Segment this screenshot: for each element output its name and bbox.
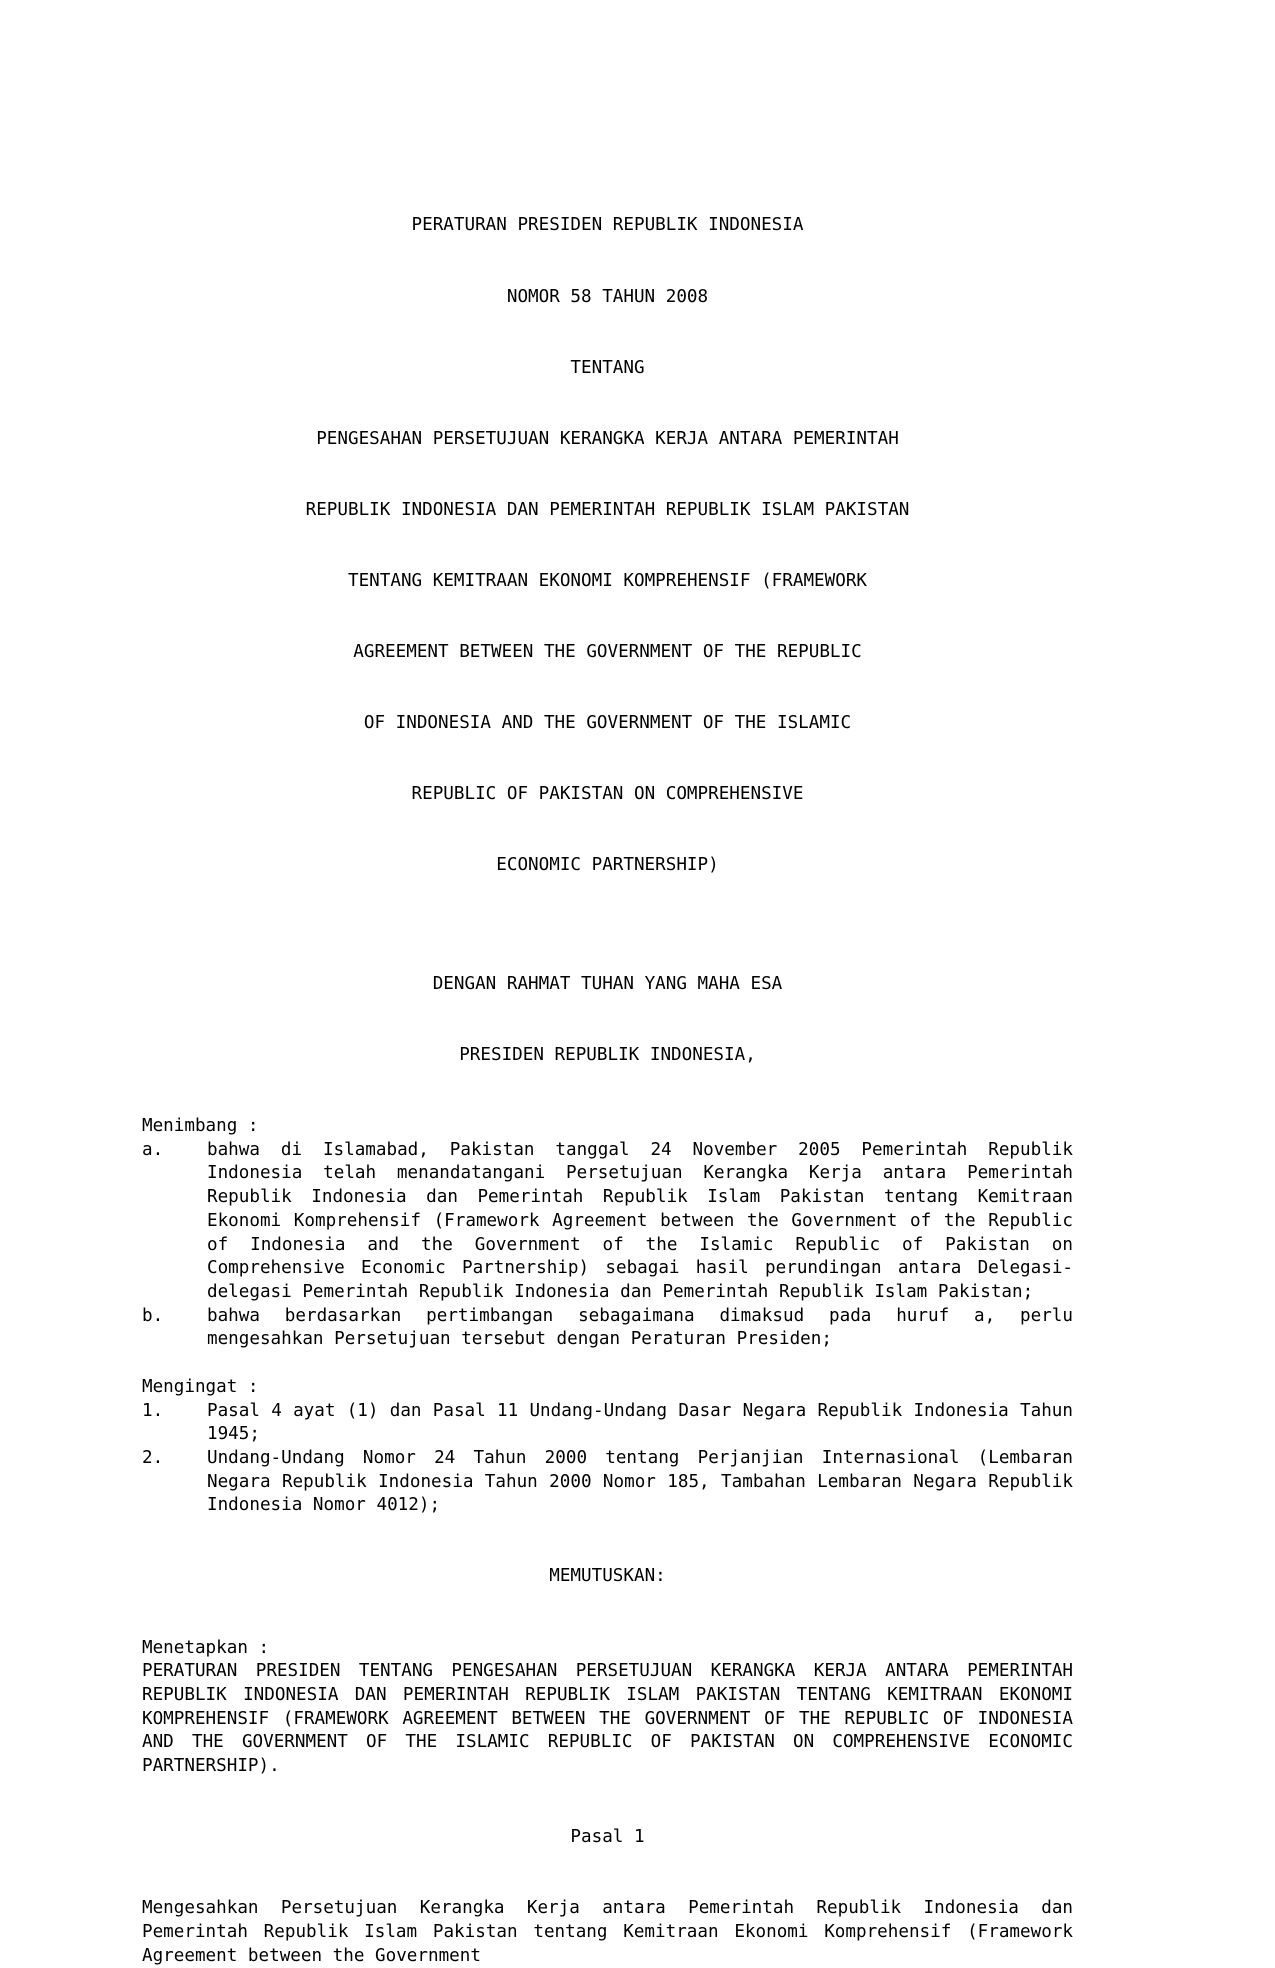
title-line-4: PENGESAHAN PERSETUJUAN KERANGKA KERJA ANTARA PEMERINTAH — [316, 428, 899, 449]
title-line-10: ECONOMIC PARTNERSHIP) — [496, 855, 719, 876]
title-line-6: TENTANG KEMITRAAN EKONOMI KOMPREHENSIF (FRAMEWORK — [347, 570, 868, 591]
menimbang-item-b — [142, 1305, 1084, 1352]
spacer-after-title — [142, 926, 1073, 973]
menimbang-text-b: bahwa berdasarkan pertimbangan sebagaimana dimaksud pada huruf a, perlu mengesahkan Persetujuan tersebut dengan Peraturan Presiden; — [207, 1305, 1084, 1350]
mengingat-text-2: Undang-Undang Nomor 24 Tahun 2000 tentang Perjanjian Internasional (Lembaran Negara Republik Indonesia Tahun 2000 Nomor 185, Tambahan Lembaran Negara Republik Indonesia Nomor 4012); — [207, 1447, 1084, 1516]
menimbang-text-a: bahwa di Islamabad, Pakistan tanggal 24 November 2005 Pemerintah Republik Indonesia telah menandatangani Persetujuan Kerangka Kerja antara Pemerintah Republik Indonesia dan Pemerintah Republik Islam Pakistan tentang Kemitraan Ekonomi Komprehensif (Framework Agreement between the Government of the Republic of Indonesia and the Government of the Islamic Republic of Pakistan on Comprehensive Economic Partnership) sebagai hasil perundingan antara Delegasi-delegasi Pemerintah Republik Indonesia dan Pemerintah Republik Islam Pakistan; — [207, 1139, 1084, 1302]
title-line-8: OF INDONESIA AND THE GOVERNMENT OF THE ISLAMIC — [363, 713, 852, 734]
menimbang-marker-a: a. — [142, 1139, 164, 1160]
pasal-1-text: Mengesahkan Persetujuan Kerangka Kerja antara Pemerintah Republik Indonesia dan Pemerintah Republik Islam Pakistan tentang Kemitraan Ekonomi Komprehensif (Framework Agreement between the Government — [142, 1898, 1084, 1966]
title-line-7: AGREEMENT BETWEEN THE GOVERNMENT OF THE REPUBLIC — [353, 642, 862, 663]
menimbang-label: Menimbang : — [142, 1116, 259, 1137]
mengingat-marker-1: 1. — [142, 1400, 164, 1421]
menetapkan-text: PERATURAN PRESIDEN TENTANG PENGESAHAN PERSETUJUAN KERANGKA KERJA ANTARA PEMERINTAH REPUBLIK INDONESIA DAN PEMERINTAH REPUBLIK ISLAM PAKISTAN TENTANG KEMITRAAN EKONOMI KOMPREHENSIF (FRAMEWORK AGREEMENT BETWEEN THE GOVERNMENT OF THE REPUBLIC OF INDONESIA AND THE GOVERNMENT OF THE ISLAMIC REPUBLIC OF PAKISTAN ON COMPREHENSIVE ECONOMIC PARTNERSHIP). — [142, 1661, 1084, 1777]
pasal-1-heading: Pasal 1 — [570, 1827, 645, 1848]
menimbang-marker-b: b. — [142, 1305, 164, 1326]
mengingat-item-1 — [142, 1400, 1084, 1447]
issuer-line: PRESIDEN REPUBLIK INDONESIA, — [459, 1044, 756, 1065]
mengingat-label: Mengingat : — [142, 1376, 259, 1397]
mengingat-item-2 — [142, 1447, 1084, 1518]
invocation-line: DENGAN RAHMAT TUHAN YANG MAHA ESA — [432, 973, 783, 994]
document-body — [142, 167, 1084, 1968]
menimbang-item-a — [142, 1139, 1084, 1305]
document-title-block — [142, 167, 1073, 926]
mengingat-marker-2: 2. — [142, 1447, 164, 1468]
spacer-after-menimbang — [142, 1352, 1073, 1376]
spacer-after-memutuskan — [142, 1589, 1073, 1636]
mengingat-text-1: Pasal 4 ayat (1) dan Pasal 11 Undang-Undang Dasar Negara Republik Indonesia Tahun 1945; — [207, 1400, 1084, 1445]
menetapkan-label: Menetapkan : — [142, 1637, 270, 1658]
title-line-9: REPUBLIC OF PAKISTAN ON COMPREHENSIVE — [411, 784, 804, 805]
spacer-after-issuer — [142, 1068, 1073, 1115]
spacer-before-pasal-1 — [142, 1779, 1073, 1826]
title-line-5: REPUBLIK INDONESIA DAN PEMERINTAH REPUBLIK ISLAM PAKISTAN — [305, 499, 910, 520]
memutuskan-heading: MEMUTUSKAN: — [549, 1566, 666, 1587]
spacer-after-pasal-1-heading — [142, 1850, 1073, 1897]
title-line-3: TENTANG — [570, 357, 645, 378]
title-line-1: PERATURAN PRESIDEN REPUBLIK INDONESIA — [411, 215, 804, 236]
spacer-after-invocation — [142, 997, 1073, 1044]
title-line-2: NOMOR 58 TAHUN 2008 — [506, 286, 709, 307]
spacer-before-memutuskan — [142, 1518, 1073, 1565]
